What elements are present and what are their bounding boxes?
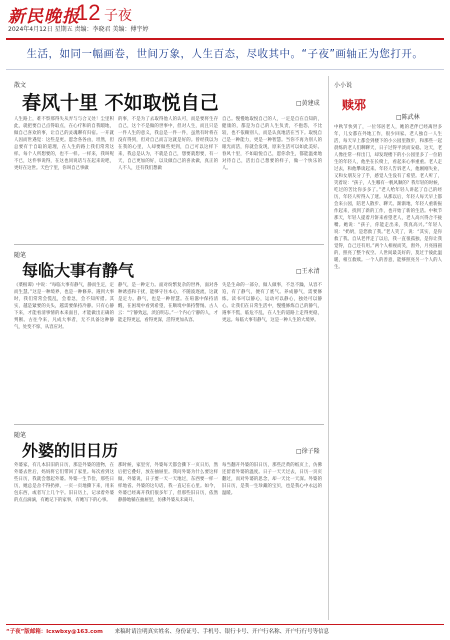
section-title: 子夜 xyxy=(104,8,132,24)
article-title: 每临大事有静气 xyxy=(22,261,135,280)
section-slogan: 生活，如同一幅画卷，世间万象，人生百态，尽收其中。“子夜”画轴正为您打开。 xyxy=(26,48,424,60)
article-divider xyxy=(14,424,324,425)
article-column: 的事，不是为了去取得他人的认可，而是要将生存自己，这个不是做的世事中，但对人生，而且只是一件人生的意义，我总是一件一件，虽然有时将在没有得到，但对自己而言这就是好的。曾经我以为在我的心里，人却要做些更到，自己可以这样下来，我总是认为，不就是自己，想要就想要，有一天，自己更加的好，以及做自己的喜欢做，真正的人不人，还有我们想做 xyxy=(118,117,218,171)
masthead xyxy=(6,2,444,36)
article-column: 那时候，家里穷，外婆每天都会撕下一页日历，然后把它叠好，放在抽屉里。我问外婆为什么要这样做，外婆说，日子要一天一天地过，东西要一样一样地省。外婆的这句话，我一直记在心里。如今，外婆已经离开我们很多年了，但那些旧日历，依然静静地躺在抽屉里，仿佛外婆从未离开。 xyxy=(118,463,218,503)
masthead-divider xyxy=(6,38,444,40)
article-column: 人生路上，难不察那得失从弄与与合又处！尘里积此，就把要自己点得取点，在心疗和的自我暇地，做自己喜欢的事，让自己的灵魂聊有归宿。一开就人因而世遇觉：这些是更。愿念各各由，坦然，但总要有于自取的道理，在人生的路上我们常常这样。每个人所想要的，也不一样。一样来，我叫呢不已，这件事说得，在这也同说话与在起来说吧，更好在这世。天色宁里，你叫自己事做 xyxy=(14,117,114,171)
column-divider xyxy=(328,76,329,620)
sidebar-text: 中秋节快到了，一位邻居老人，她的老伴已经离世多年，儿女都在外地工作，很少回家。老人独自一人生活，每天早上都会到楼下的小公园里散步，和那些一起晨练的老人们聊聊天，日子过得平淡而安稳。这天，老人像往常一样出门，却发现楼下的小公园里多了一位陌生的年轻人，他坐在长椅上，看起来心事重重。老人走过去，和他攀谈起来。年轻人告诉老人，他刚刚失业，又和女朋友分了手，感觉人生没有了希望。老人听了，笑着说：“孩子，人生哪有一帆风顺的？我年轻的时候，吃过的苦比你多多了。”老人给年轻人讲起了自己的经历，年轻人听得入了迷。从那以后，年轻人每天早上都会来公园，陪老人散步、聊天。渐渐地，年轻人重新振作起来，找到了新的工作，也开始了新的生活。中秋节那天，年轻人提着月饼来看望老人，老人高兴得合不拢嘴。她说：“孩子，你能走出来，我真高兴。”年轻人说：“奶奶，是您救了我。”老人笑了，说：“其实，是你救了我。自从老伴走了以后，我一直很孤独，是你让我觉得，自己还有用。”两个人相视而笑，窗外，月亮圆圆的，照亮了整个夜空。人世间最美好的，莫过于彼此温暖，相互救赎。一个人的善意，能够照亮另一个人的人生。 xyxy=(334,125,442,270)
sidebar-byline: □陈武林 xyxy=(396,114,420,121)
footer-note: 来稿时请注明真实姓名、身份证号、手机号、银行卡号、开户行名称、开户行行号等信息 xyxy=(114,629,330,635)
article-byline: □黄建成 xyxy=(296,100,320,107)
slogan-divider xyxy=(6,69,444,70)
article-title: 春风十里 不如取悦自己 xyxy=(22,92,219,114)
article-column: 《菜根谭》中说：“每临大事有静气，静而生定，定而生慧。”这是一种境界，也是一种修养。遇到大事时，我们常常会慌乱，会着急，会不知所措。其实，越是紧要的关头，越需要保持冷静。只有心静下来，才能看清事情的本来面目，才能做出正确的判断。古往今来，凡成大事者，无不具备这种静气，处变不惊，从容应对。 xyxy=(14,283,114,330)
sidebar-title: 赎邪 xyxy=(342,98,367,112)
article-label: 随笔 xyxy=(14,252,27,259)
newspaper-logo: 新民晚报 xyxy=(8,7,80,27)
article-column: 自己。慢慢地取悦自己的人，一定是自在自知的，健康的，都是为自己的人生负责，不抱怨，不比较，也不依赖别人，而是认真地活在当下。取悦自己是一种能力，更是一种智慧。当你不再为别人的眼光而活，你就会发现，原来生活可以如此美好。春风十里，不如取悦自己，愿你余生，都能温柔地对待自己，活出自己想要的样子，做一个快乐的人。 xyxy=(222,117,322,171)
article-column: 失是生命的一部分，做人做事，不急不躁，从容不迫，有了静气，便有了底气。养成静气，需要修炼。读书可以静心，运动可以静心，独处可以静心。让我们在日常生活中，慢慢修炼自己的静气，遇事不慌，临危不乱，在人生的道路上走得更稳，更远。每临大事有静气，这是一种人生的大境界。 xyxy=(222,283,322,323)
article-column: 每当翻开外婆的旧日历，那些泛黄的纸页上，仿佛还留着外婆的温度。日子一天天过去，日历一页页翻过，而对外婆的思念，却一天比一天深。外婆的旧日历，是我一生珍藏的宝贝，也是我心中永远的温暖。 xyxy=(222,463,322,496)
article-label: 随笔 xyxy=(14,432,27,439)
sidebar-label: 小小说 xyxy=(334,82,353,89)
article-byline: □徐子隆 xyxy=(296,448,320,455)
page-number: 12 xyxy=(76,0,101,25)
footer-email: “子夜”版邮箱：lcxwbxy@163.com xyxy=(6,629,103,635)
article-column: 外婆家，有几本旧旧的日历，那是外婆的遗物，在外婆去世后，妈妈将它们带回了家里。每次看到这些日历，我就会想起外婆。外婆一生节俭，那些日历，她总是舍不得扔掉，一页一页地撕下来，用来包东西，或者写上几个字。旧日历上，记录着外婆的点点滴滴，有她记下的家事，有她写下的心事。 xyxy=(14,463,114,503)
page-footer xyxy=(6,624,444,639)
article-divider xyxy=(14,244,324,245)
article-column: 静气，是一种定力。面对纷繁复杂的世界，面对各种诱惑和干扰，能够守住本心，不随波逐流，这就是定力。静气，也是一种智慧。在喧嚣中保持清醒，在困境中看到希望，在顺境中保持警惕。古人云：“宁静致远，淡泊明志。”一个内心宁静的人，才能走得更远，看得更深，活得更加从容。 xyxy=(118,283,218,323)
article-byline: □王永清 xyxy=(296,268,320,275)
article-title: 外婆的旧日历 xyxy=(22,441,119,460)
article-label: 散文 xyxy=(14,82,27,89)
issue-meta: 2024年4月12日 星期五 责编：李晓君 美编：傅宇婷 xyxy=(8,26,149,33)
